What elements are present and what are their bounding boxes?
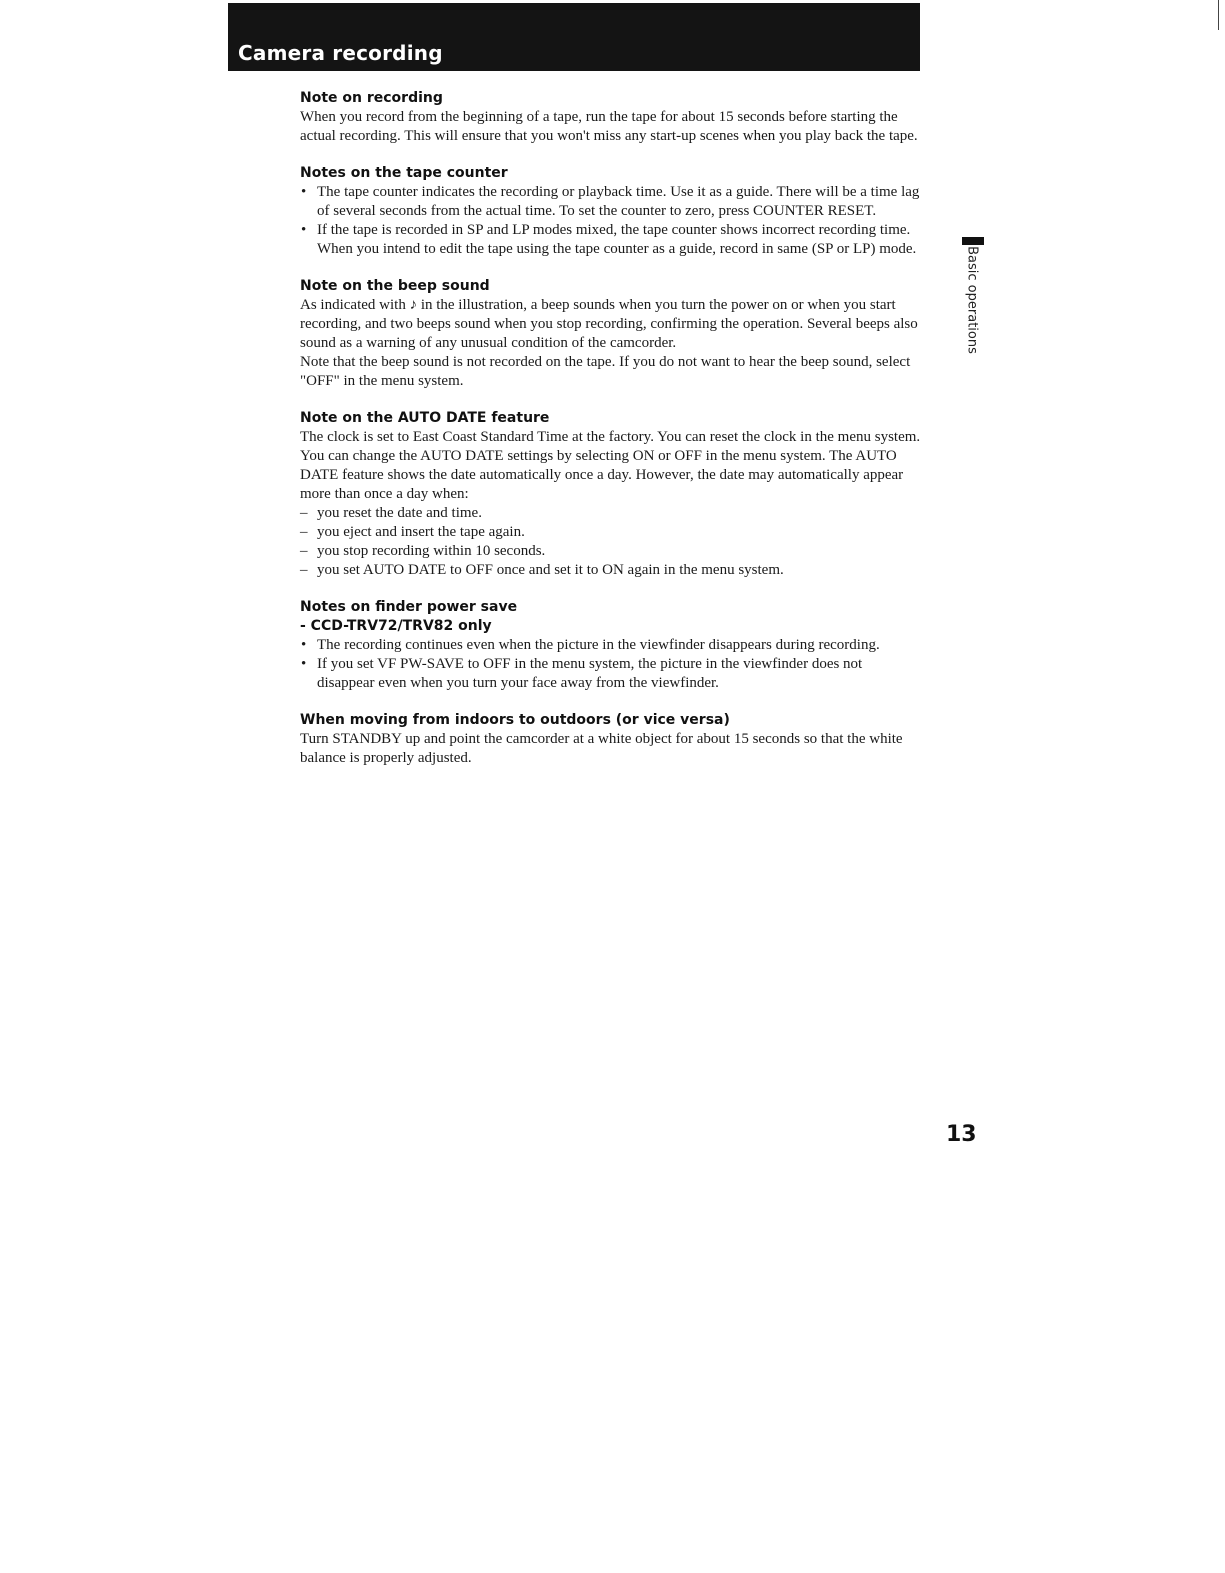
section-beep-sound bbox=[300, 277, 922, 391]
section-paragraph: Turn STANDBY up and point the camcorder at a white object for about 15 seconds so that the white balance is properly adjusted. bbox=[300, 731, 903, 766]
section-note-on-recording bbox=[300, 89, 922, 146]
margin-line bbox=[1218, 0, 1219, 30]
section-heading: Notes on finder power save bbox=[300, 599, 518, 615]
section-heading: When moving from indoors to outdoors (or vice versa) bbox=[300, 712, 730, 728]
list-item: • The tape counter indicates the recording or playback time. Use it as a guide. There will be a time lag of several seconds from the actual time. To set the counter to zero, press COUNTER RESET. bbox=[300, 183, 922, 221]
bullet-list bbox=[300, 636, 922, 693]
list-item: – you reset the date and time. bbox=[300, 504, 922, 523]
list-item: • If the tape is recorded in SP and LP modes mixed, the tape counter shows incorrect recording time. When you intend to edit the tape using the tape counter as a guide, record in same (SP or LP) mode. bbox=[300, 221, 922, 259]
bullet-list bbox=[300, 183, 922, 259]
list-item: • If you set VF PW-SAVE to OFF in the menu system, the picture in the viewfinder does not disappear even when you turn your face away from the viewfinder. bbox=[300, 655, 922, 693]
list-item: – you set AUTO DATE to OFF once and set it to ON again in the menu system. bbox=[300, 561, 922, 580]
section-auto-date bbox=[300, 409, 922, 580]
section-paragraph: When you record from the beginning of a tape, run the tape for about 15 seconds before starting the actual recording. This will ensure that you won't miss any start-up scenes when you play back the tape. bbox=[300, 109, 918, 144]
section-paragraph: As indicated with ♪ in the illustration, a beep sounds when you turn the power on or when you start recording, and two beeps sound when you stop recording, confirming the operation. Several beeps also sound as a warning of any unusual condition of the camcorder. bbox=[300, 297, 918, 351]
section-subheading: - CCD-TRV72/TRV82 only bbox=[300, 618, 492, 634]
section-indoors-outdoors bbox=[300, 711, 922, 768]
section-tab-marker bbox=[962, 237, 984, 245]
section-heading: Notes on the tape counter bbox=[300, 165, 508, 181]
page-number: 13 bbox=[946, 1122, 977, 1147]
list-item: – you eject and insert the tape again. bbox=[300, 523, 922, 542]
section-paragraph: Note that the beep sound is not recorded on the tape. If you do not want to hear the beep sound, select "OFF" in the menu system. bbox=[300, 354, 911, 389]
list-item: • The recording continues even when the picture in the viewfinder disappears during recording. bbox=[300, 636, 922, 655]
section-heading: Note on the AUTO DATE feature bbox=[300, 410, 550, 426]
section-heading: Note on the beep sound bbox=[300, 278, 490, 294]
main-content bbox=[300, 89, 922, 786]
header-bar bbox=[228, 3, 920, 71]
section-finder-power-save bbox=[300, 598, 922, 693]
section-heading: Note on recording bbox=[300, 90, 443, 106]
dash-list bbox=[300, 504, 922, 580]
section-tape-counter bbox=[300, 164, 922, 259]
section-side-label: Basic operations bbox=[964, 246, 980, 354]
page-title: Camera recording bbox=[238, 41, 443, 65]
list-item: – you stop recording within 10 seconds. bbox=[300, 542, 922, 561]
section-paragraph: The clock is set to East Coast Standard Time at the factory. You can reset the clock in the menu system. You can change the AUTO DATE settings by selecting ON or OFF in the menu system. The AUTO DATE feature shows the date automatically once a day. However, the date may automatically appear more than once a day when: bbox=[300, 429, 921, 502]
